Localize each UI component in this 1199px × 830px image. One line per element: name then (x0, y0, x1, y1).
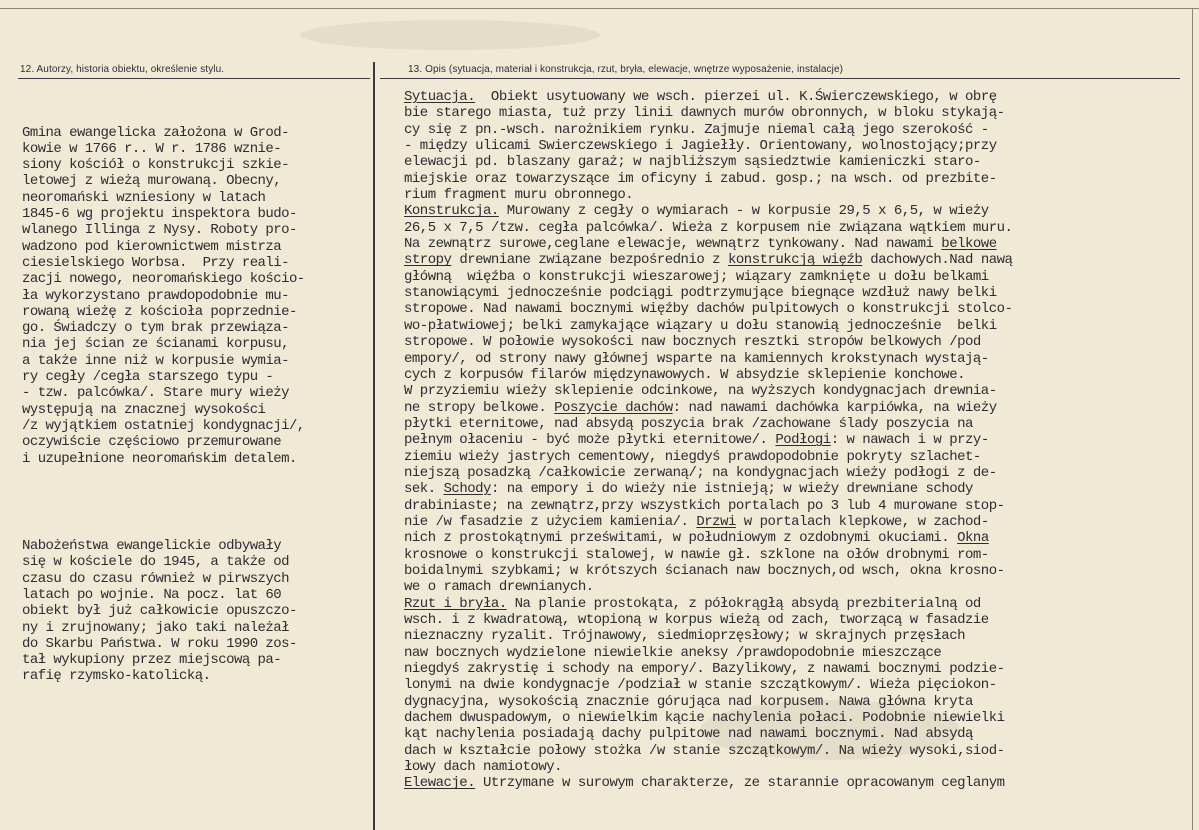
text-line (404, 645, 1012, 661)
text-segment: we o ramach drewnianych. (404, 579, 594, 596)
text-segment: stanowiącymi jednocześnie podciągi podtrzymujące biegnące wzdłuż nawy belki (404, 285, 997, 302)
text-segment: miejskie oraz towarzyszące im oficyny i zabud. gosp.; na wsch. od prezbite- (404, 170, 997, 187)
text-line: obiekt był już całkowicie opuszczo- (22, 603, 297, 620)
text-line: siony kościół o konstrukcji szkie- (22, 157, 289, 174)
text-line (404, 416, 1012, 432)
section-keyword: Rzut i bryła. (404, 595, 507, 612)
text-segment: w portalach klepkowe, w zachod- (735, 513, 989, 530)
text-line (404, 579, 1012, 595)
text-segment: : nad nawami dachówka karpiówka, na wieży (672, 399, 997, 416)
history-column (22, 92, 305, 717)
section-keyword: Drzwi (696, 513, 736, 530)
text-line (404, 694, 1012, 710)
text-line (404, 285, 1012, 301)
text-segment: rium fragment muru obronnego. (404, 187, 634, 204)
text-line: rafię rzymsko-katolicką. (22, 668, 211, 685)
text-line (404, 187, 1012, 203)
text-line (404, 269, 1012, 285)
text-line (404, 530, 1012, 546)
text-segment: W przyziemiu wieży sklepienie odcinkowe, na wyższych kondygnacjach drewnia- (404, 383, 997, 400)
text-line: a także inne niż w korpusie wymia- (22, 352, 289, 369)
text-line: się w kościele do 1945, a także od (22, 554, 289, 571)
text-line (404, 138, 1012, 154)
text-line: oczywiście częściowo przemurowane (22, 434, 282, 451)
text-segment: wsch. i z kwadratową, wtopioną w korpus wieżą od zach, tworzącą w fasadzie (404, 612, 989, 628)
column-divider (373, 62, 375, 830)
text-line (404, 563, 1012, 579)
text-line: Gmina ewangelicka założona w Grod- (22, 124, 289, 141)
text-line: ła wykorzystano prawdopodobnie mu- (22, 287, 289, 304)
text-line (404, 334, 1012, 350)
text-segment: sek. (404, 481, 444, 498)
text-segment: główną więźba o konstrukcji wieszarowej; wiązary zamknięte u dołu belkami (404, 268, 989, 285)
text-line: letowej z wieżą murowaną. Obecny, (22, 173, 282, 190)
section-12-heading: 12. Autorzy, historia obiektu, określenie stylu. (20, 64, 225, 75)
text-line (404, 220, 1012, 236)
section-keyword: Podłogi (775, 432, 831, 449)
text-line: Nabożeństwa ewangelickie odbywały (22, 538, 282, 555)
text-segment: bie starego miasta, tuż przy linii dawnych murów obronnych, w bloku stykają- (404, 105, 1005, 122)
text-segment: nie /w fasadzie z użyciem kamienia/. (404, 513, 697, 530)
text-line: ny i zrujnowany; jako taki należał (22, 619, 289, 636)
section-keyword: Konstrukcja. (404, 203, 499, 220)
section-keyword: konstrukcją więźb (727, 252, 863, 269)
section-keyword: Elewacje. (404, 775, 476, 792)
text-line (404, 726, 1012, 742)
text-line (404, 514, 1012, 530)
text-segment: Na planie prostokąta, z półokrągłą absydą prezbiterialną od (506, 595, 981, 612)
text-line: neoromański wzniesiony w latach (22, 189, 266, 206)
text-line (404, 318, 1012, 334)
text-line (404, 122, 1012, 138)
text-line: wadzono pod kierownictwem mistrza (22, 238, 282, 255)
text-segment: naw bocznych wydzielone niewielkie aneksy /prawdopodobnie mieszczące (404, 644, 942, 661)
text-line (404, 367, 1012, 383)
text-segment: empory/, od strony nawy głównej wsparte na kamiennych krokstynach wystają- (404, 350, 989, 367)
section-keyword: Sytuacja. (404, 89, 476, 105)
text-line (404, 236, 1012, 252)
text-line (404, 743, 1012, 759)
text-segment: : w nawach i w przy- (830, 432, 989, 449)
text-segment: wo-płatwiowej; belki zamykające wiązary u dołu stanowią jednocześnie belki (404, 317, 997, 334)
section-keyword: Poszycie dachów (554, 399, 673, 416)
section-keyword: belkowe (941, 236, 997, 253)
text-line (404, 154, 1012, 170)
text-line (404, 710, 1012, 726)
text-line (404, 432, 1012, 448)
text-segment: ne stropy belkowe. (404, 399, 555, 416)
text-segment: drewniane związane bezpośrednio z (451, 252, 728, 269)
description-column (404, 89, 1012, 792)
text-segment: 26,5 x 7,5 /tzw. cegła palcówka/. Wieża z korpusem nie związana wątkiem muru. (404, 219, 1013, 236)
text-line: wlanego Illinga z Nysy. Roboty pro- (22, 222, 297, 239)
text-line (404, 301, 1012, 317)
text-segment: dach w kształcie połowy stożka /w stanie szczątkowym/. Na wieży wysoki,siod- (404, 742, 1005, 759)
text-segment: łowy dach namiotowy. (404, 759, 563, 776)
section-keyword: Schody (443, 481, 491, 498)
text-line (404, 465, 1012, 481)
text-segment: kąt nachylenia posiadają dachy pulpitowe nad nawami bocznymi. Nad absydą (404, 726, 973, 743)
text-segment: nich z prostokątnymi prześwitami, w południowym z ozdobnymi okuciami. (404, 530, 958, 547)
text-line: nia jej ścian ze ścianami korpusu, (22, 336, 289, 353)
history-paragraph-2 (22, 538, 305, 685)
text-line (404, 383, 1012, 399)
section-keyword: Okna (957, 530, 989, 547)
text-segment: boidalnymi szybkami; w krótszych ścianach naw bocznych,od wsch, okna krosno- (404, 562, 1005, 579)
text-segment: niejszą posadzką /całkowicie zerwaną/; na kondygnacjach wieży podłogi z de- (404, 464, 997, 481)
text-segment: cych z korpusów filarów międzynawowych. W absydzie sklepienie konchowe. (404, 366, 965, 383)
text-segment: dygnacyjna, wysokością znacznie górująca nad korpusem. Nawa główna kryta (404, 693, 973, 710)
text-segment: ziemiu wieży jastrych cementowy, niegdyś prawdopodobnie pokryty szlachet- (404, 448, 981, 465)
text-line: latach po wojnie. Na pocz. lat 60 (22, 586, 282, 603)
text-line (404, 449, 1012, 465)
text-line: do Skarbu Państwa. W roku 1990 zos- (22, 635, 297, 652)
text-segment: elewacji pd. blaszany garaż; w najbliższym sąsiedztwie kamieniczki staro- (404, 154, 981, 171)
heading-rule-left (18, 78, 370, 79)
text-segment: stropowe. W połowie wysokości naw bocznych resztki stropów belkowych /pod (404, 334, 981, 351)
text-line: go. Świadczy o tym brak przewiąza- (22, 320, 289, 337)
text-segment: dachowych.Nad nawą (862, 252, 1013, 269)
text-line (404, 252, 1012, 268)
card-right-edge (1192, 8, 1193, 830)
text-segment: Na zewnątrz surowe,ceglane elewacje, wewnątrz tynkowany. Nad nawami (404, 236, 942, 253)
text-segment: Obiekt usytuowany we wsch. pierzei ul. K.Świerczewskiego, w obrę (475, 89, 997, 105)
text-line (404, 400, 1012, 416)
text-segment: płytki eternitowe, nad absydą poszycia brak /zachowane ślady poszycia na (404, 415, 973, 432)
text-segment: cy się z pn.-wsch. narożnikiem rynku. Zajmuje niemal całą jego szerokość - (404, 121, 989, 138)
text-line (404, 498, 1012, 514)
text-segment: Utrzymane w surowym charakterze, ze starannie opracowanym ceglanym (475, 775, 1005, 792)
section-keyword: stropy (404, 252, 452, 269)
text-line: 1845-6 wg projektu inspektora budo- (22, 206, 297, 223)
text-line: - tzw. palcówka/. Stare mury wieży (22, 385, 289, 402)
text-segment: - między ulicami Swierczewskiego i Jagiełły. Orientowany, wolnostojący;przy (404, 138, 997, 155)
text-segment: pełnym ołaceniu - być może płytki eternitowe/. (404, 432, 776, 449)
text-line (404, 677, 1012, 693)
text-line (404, 775, 1012, 791)
text-line (404, 105, 1012, 121)
text-segment: lonymi na dwie kondygnacje /podział w stanie szczątkowym/. Wieża pięciokon- (404, 677, 997, 694)
text-line: występują na znacznej wysokości (22, 401, 266, 418)
heading-rule-right (380, 78, 1180, 79)
text-segment: nieznaczny ryzalit. Trójnawowy, siedmioprzęsłowy; w skrajnych przęsłach (404, 628, 965, 645)
text-line (404, 171, 1012, 187)
text-line (404, 547, 1012, 563)
text-line: tał wykupiony przez miejscową pa- (22, 652, 282, 669)
text-segment: dachem dwuspadowym, o niewielkim kącie nachylenia połaci. Podobnie niewielki (404, 710, 1005, 727)
text-line: kowie w 1766 r.. W r. 1786 wznie- (22, 140, 282, 157)
text-line (404, 89, 1012, 105)
text-segment: niegdyś zakrystię i schody na empory/. Bazylikowy, z nawami bocznymi podzie- (404, 661, 1005, 678)
card-top-edge (0, 8, 1199, 9)
text-line (404, 628, 1012, 644)
text-line (404, 351, 1012, 367)
text-line: ciesielskiego Worbsa. Przy reali- (22, 254, 289, 271)
text-segment: : na empory i do wieży nie istnieją; w wieży drewniane schody (490, 481, 973, 498)
paper-stain (300, 20, 600, 50)
history-paragraph-1 (22, 125, 305, 467)
text-line (404, 481, 1012, 497)
text-line: czasu do czasu również w pirwszych (22, 570, 289, 587)
text-line: ry cegły /cegła starszego typu - (22, 369, 274, 386)
text-line: i uzupełnione neoromańskim detalem. (22, 450, 297, 467)
text-line (404, 596, 1012, 612)
text-segment: Murowany z cegły o wymiarach - w korpusie 29,5 x 6,5, w wieży (498, 203, 989, 220)
text-segment: stropowe. Nad nawami bocznymi więźby dachów pulpitowych o konstrukcji stolco- (404, 301, 1013, 318)
paragraph-gap (22, 499, 305, 505)
text-segment: drabiniaste; na zewnątrz,przy wszystkich portalach po 3 lub 4 murowane stop- (404, 497, 1005, 514)
section-13-heading: 13. Opis (sytuacja, materiał i konstrukcja, rzut, bryła, elewacje, wnętrze wyposażenie, instalacje) (408, 64, 844, 75)
text-line: /z wyjątkiem ostatniej kondygnacji/, (22, 417, 305, 434)
text-line (404, 759, 1012, 775)
text-line (404, 612, 1012, 628)
text-line (404, 661, 1012, 677)
text-line (404, 203, 1012, 219)
text-line: zacji nowego, neoromańskiego kościo- (22, 271, 305, 288)
text-segment: krosnowe o konstrukcji stalowej, w nawie gł. szklone na ołów drobnymi rom- (404, 546, 989, 563)
text-line: rowaną wieżę z kościoła poprzednie- (22, 303, 297, 320)
